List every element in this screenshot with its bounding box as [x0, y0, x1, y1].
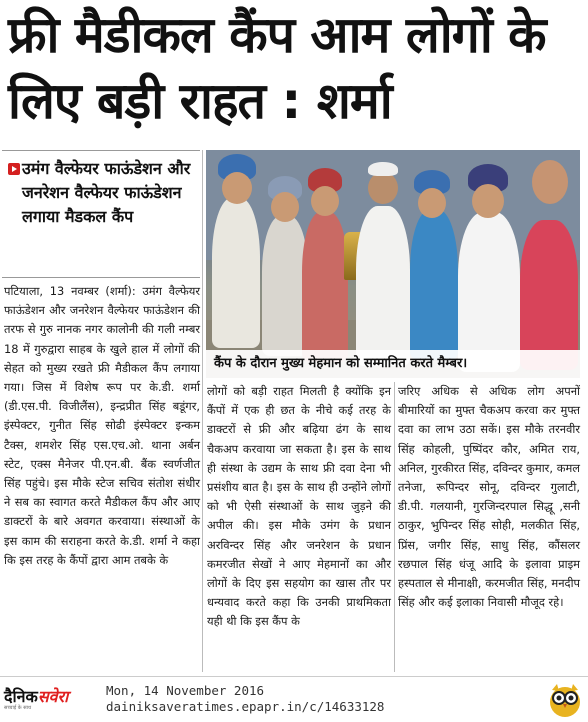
person-figure — [356, 206, 410, 366]
column-divider — [394, 382, 395, 672]
edition-url[interactable]: dainiksaveratimes.epapr.in/c/14633128 — [106, 699, 385, 714]
person-head — [271, 192, 299, 222]
subheadline-box — [2, 150, 200, 278]
article-column-3 — [398, 382, 580, 612]
footer-bar — [0, 676, 588, 722]
column-divider — [202, 150, 203, 672]
person-head — [222, 172, 252, 204]
article-text: जरिए अधिक से अधिक लोग अपनों बीमारियों का मुफ्त चैकअप करवा कर मुफ्त दवा का लाभ उठा सकें। इस मौके तरनवीर सिंह कोहली, पुष्पिंदर कौर, अमित राय, अनिल, गुरकीरत सिंह, दविन्दर कुमार, कमल तनेजा, रूपिन्दर सोनू, दविन्दर गुलाटी, डी.पी. गलयानी, गुरजिन्दरपाल सिद्धू ,सनी ठाकुर, भुपिन्दर सिंह सोही, मलकीत सिंह, प्रिंस, जगीर सिंह, साधु सिंह, कौंसलर रछपाल सिंह धंजू आदि के इलावा प्राइम हस्पताल से मीनाक्षी, करमजीत सिंह, मनदीप सिंह और कई इलाका निवासी मौजूद रहे। — [398, 384, 580, 610]
logo-tagline: सच्चाई के साथ — [4, 705, 32, 711]
news-photo — [206, 150, 580, 378]
logo-text-accent: सवेरा — [37, 687, 69, 706]
person-head — [472, 184, 504, 218]
subheadline: उमंग वैल्फेयर फाऊंडेशन और जनरेशन वैल्फेयर फाऊंडेशन लगाया मैडकल कैंप — [22, 159, 191, 226]
photo-caption: कैंप के दौरान मुख्य मेहमान को सम्मानित करते मैम्बर। — [206, 350, 580, 378]
person-head — [311, 186, 339, 216]
person-figure — [212, 198, 260, 348]
person-figure — [520, 220, 578, 370]
person-figure — [410, 210, 458, 360]
article-text: पटियाला, 13 नवम्बर (शर्मा): उमंग वैल्फेयर फाऊंडेशन और जनरेशन वैल्फेयर फाऊंडेशन की तरफ से गुरु नानक नगर कालोनी की गली नम्बर 18 में गुरुद्वारा साहब के खुले हाल में लोगों की सेहत को मुख्य रखते फ्री मैडीकल कैंप लगाया गया। जिस में विशेष रूप पर के.डी. शर्मा (डी.एस.पी. विजीलैंस), इन्द्रप्रीत सिंह बडूंगर, इंस्पेक्टर, गुनीत सिंह सोढी इंस्पेक्टर इन्कम टैक्स, शमशेर सिंह एस.एच.ओ. थाना अर्बन स्टेट, एक्स मैनेजर पी.एन.बी. बैंक स्वर्णजीत सिंह पहुंचे। इस मौके स्टेज सचिव संतोश संधीर ने सब का स्वागत करते मैडीकल कैंप और आए डाक्टरों के बारे अवगत करवाया। संस्थाओं के इस काम की सराहना करते के.डी. शर्मा ने कहा कि इस तरह के कैंपों द्वारा आम तबके के — [4, 284, 200, 567]
headline: फ्री मैडीकल कैंप आम लोगों के लिए बड़ी राहत : शर्मा — [8, 6, 546, 130]
edition-meta — [106, 683, 384, 715]
article-text: लोगों को बड़ी राहत मिलती है क्योंकि इन कैंपों में एक ही छत के नीचे कई तरह के डाक्टरों से फ्री और बढ़िया ढंग के साथ चैकअप करवाया जा सकता है। इस के साथ ही संस्था के उद्यम के साथ फ्री दवा देना भी प्रसंशीय बात है। इस के साथ ही उन्होंने लोगों को भी ऐसी संस्थाओं के साथ जुड़ने की अपील की। इस मौके उमंग के प्रधान अरविन्दर सिंह और जनरेशन के प्रधान कमरजीत सेखों ने आए मेहमानों का और लोगों के दिए इस सहयोग का खास तौर पर धन्यवाद करते कहा कि उनकी प्राथमिकता यही थी कि इस कैंप के — [207, 384, 391, 629]
article-column-1 — [4, 282, 200, 570]
person-head — [418, 188, 446, 218]
person-figure — [458, 212, 520, 372]
play-arrow-icon — [8, 163, 20, 175]
person-cap — [368, 162, 398, 176]
owl-mascot-icon — [548, 682, 582, 718]
person-head — [368, 172, 398, 204]
edition-date: Mon, 14 November 2016 — [106, 683, 265, 698]
logo-text: दैनिक — [4, 687, 38, 706]
article-column-2 — [207, 382, 391, 632]
newspaper-logo — [4, 685, 100, 719]
person-figure — [302, 212, 348, 362]
person-head — [532, 160, 568, 204]
